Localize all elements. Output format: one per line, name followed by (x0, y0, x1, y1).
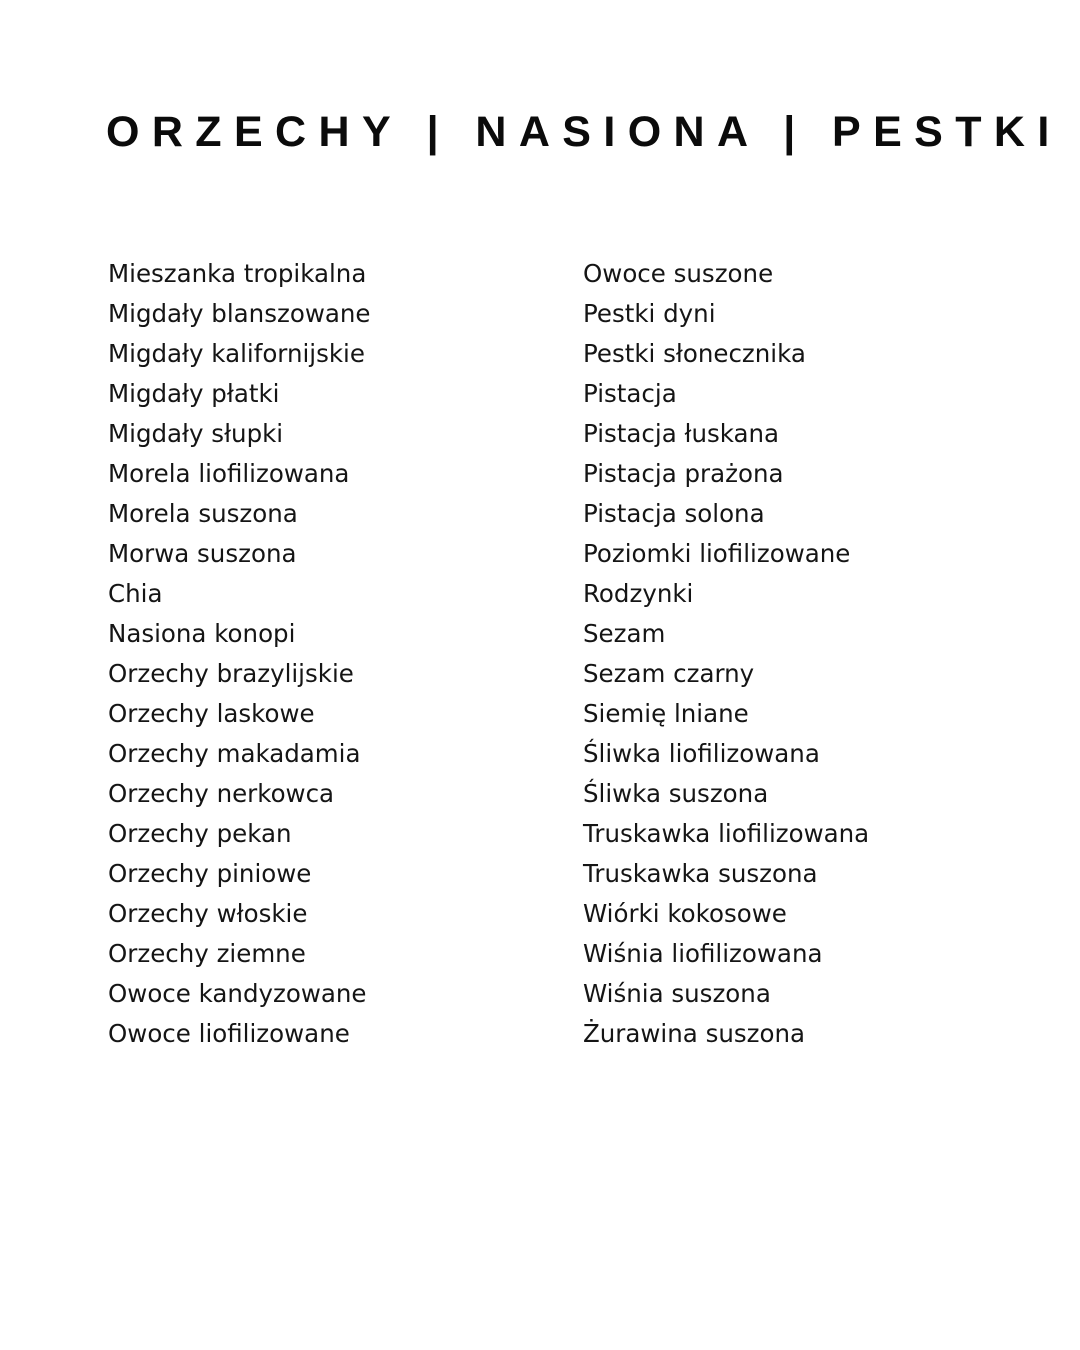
list-item: Mieszanka tropikalna (108, 259, 367, 288)
list-item: Pistacja łuskana (583, 419, 780, 448)
list-item: Wiśnia suszona (583, 979, 771, 1008)
list-item: Owoce kandyzowane (108, 979, 367, 1008)
list-item: Śliwka liofilizowana (583, 739, 820, 768)
list-item: Sezam czarny (583, 659, 755, 688)
list-item: Nasiona konopi (108, 619, 296, 648)
list-item: Owoce suszone (583, 259, 774, 288)
list-item: Orzechy ziemne (108, 939, 306, 968)
list-item: Chia (108, 579, 163, 608)
list-item: Truskawka suszona (583, 859, 818, 888)
list-item: Sezam (583, 619, 666, 648)
list-item: Śliwka suszona (583, 779, 769, 808)
list-item: Migdały blanszowane (108, 299, 371, 328)
list-item: Morwa suszona (108, 539, 297, 568)
list-item: Orzechy pekan (108, 819, 292, 848)
list-item: Pistacja solona (583, 499, 765, 528)
list-item: Poziomki liofilizowane (583, 539, 851, 568)
list-item: Pistacja (583, 379, 677, 408)
page-title: ORZECHY | NASIONA | PESTKI (106, 108, 1062, 156)
list-item: Wiśnia liofilizowana (583, 939, 823, 968)
list-item: Żurawina suszona (583, 1019, 806, 1048)
list-item: Migdały kalifornijskie (108, 339, 365, 368)
list-item: Migdały słupki (108, 419, 284, 448)
product-list-left-column (108, 254, 548, 1054)
list-item: Orzechy piniowe (108, 859, 312, 888)
list-item: Orzechy nerkowca (108, 779, 335, 808)
product-list-right-column (583, 254, 1023, 1054)
list-item: Siemię lniane (583, 699, 749, 728)
list-item: Wiórki kokosowe (583, 899, 787, 928)
list-item: Truskawka liofilizowana (583, 819, 870, 848)
list-item: Morela suszona (108, 499, 298, 528)
list-item: Pestki słonecznika (583, 339, 806, 368)
list-item: Owoce liofilizowane (108, 1019, 350, 1048)
list-item: Orzechy włoskie (108, 899, 308, 928)
list-item: Pistacja prażona (583, 459, 784, 488)
list-item: Pestki dyni (583, 299, 716, 328)
list-item: Orzechy makadamia (108, 739, 361, 768)
list-item: Morela liofilizowana (108, 459, 350, 488)
list-item: Migdały płatki (108, 379, 280, 408)
list-item: Orzechy laskowe (108, 699, 315, 728)
list-item: Rodzynki (583, 579, 694, 608)
list-item: Orzechy brazylijskie (108, 659, 354, 688)
